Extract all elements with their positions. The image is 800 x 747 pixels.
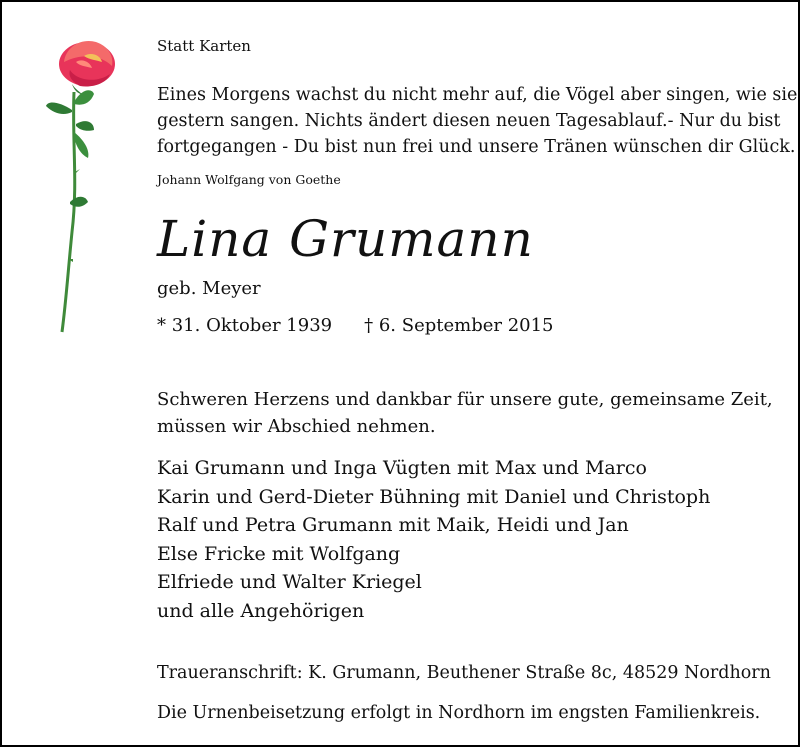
family-line: und alle Angehörigen: [157, 599, 365, 622]
rose-leaf: [74, 90, 94, 105]
birth-date: * 31. Oktober 1939: [157, 315, 333, 336]
rose-leaf: [76, 121, 94, 131]
rose-leaf: [70, 197, 88, 207]
rose-image: [32, 32, 132, 342]
death-date: † 6. September 2015: [364, 315, 554, 336]
quote-line: gestern sangen. Nichts ändert diesen neuen Tagesablauf.- Nur du bist: [157, 111, 781, 131]
message-line: müssen wir Abschied nehmen.: [157, 416, 436, 437]
rose-stem: [62, 92, 75, 332]
family-line: Kai Grumann und Inga Vügten mit Max und Marco: [157, 457, 647, 479]
message-line: Schweren Herzens und dankbar für unsere gute, gemeinsame Zeit,: [157, 389, 773, 410]
rose-leaf: [74, 132, 88, 158]
quote-author: Johann Wolfgang von Goethe: [157, 172, 341, 187]
family-line: Elfriede und Walter Kriegel: [157, 571, 422, 593]
family-line: Ralf und Petra Grumann mit Maik, Heidi und Jan: [157, 514, 629, 536]
family-line: Else Fricke mit Wolfgang: [157, 542, 401, 565]
life-dates: [157, 315, 554, 336]
rose-leaf: [46, 103, 72, 114]
burial-note: Die Urnenbeisetzung erfolgt in Nordhorn im engsten Familienkreis.: [157, 703, 761, 723]
quote-line: Eines Morgens wachst du nicht mehr auf, die Vögel aber singen, wie sie: [157, 85, 798, 105]
quote-line: fortgegangen - Du bist nun frei und unsere Tränen wünschen dir Glück.: [157, 137, 796, 157]
family-line: Karin und Gerd-Dieter Bühning mit Daniel und Christoph: [157, 485, 711, 508]
farewell-message: [157, 386, 773, 440]
statt-karten: Statt Karten: [157, 37, 251, 55]
birth-name: geb. Meyer: [157, 278, 261, 299]
goethe-quote: [157, 82, 797, 160]
family-list: [157, 454, 710, 625]
mourning-address: Traueranschrift: K. Grumann, Beuthener Straße 8c, 48529 Nordhorn: [157, 663, 771, 683]
deceased-name: Lina Grumann: [157, 210, 534, 268]
